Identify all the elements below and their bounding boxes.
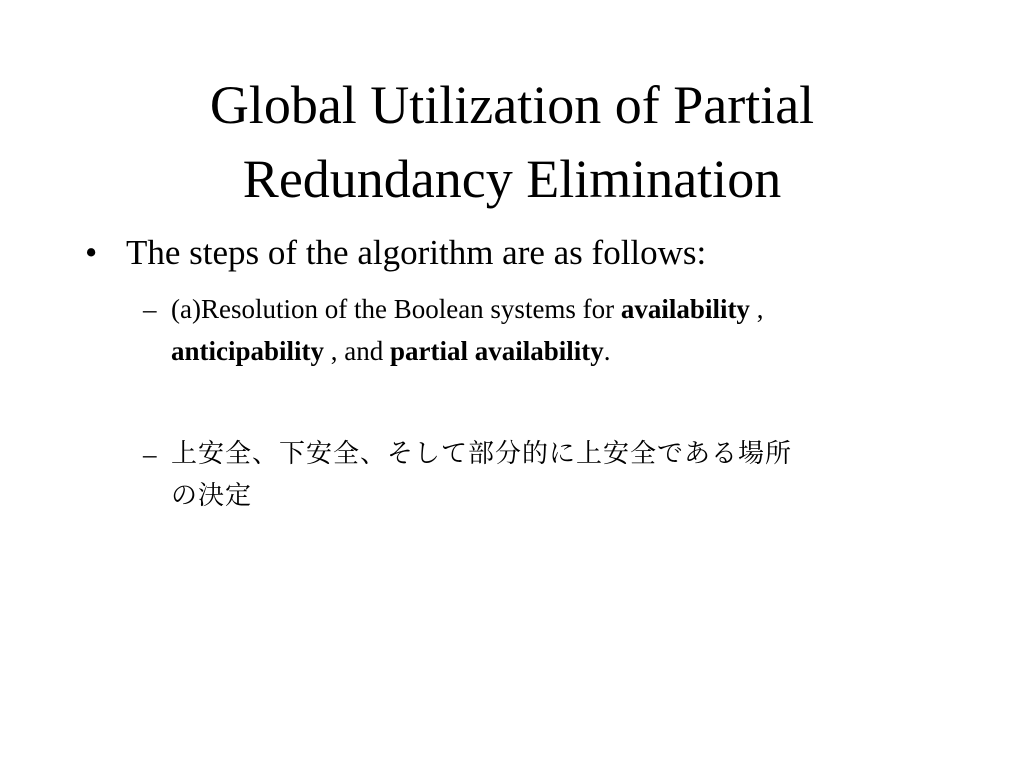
sub-bullet-text	[171, 288, 931, 372]
title-line-1: Global Utilization of Partial	[209, 75, 815, 135]
bullet-marker: •	[85, 233, 98, 272]
term-availability: availability	[620, 294, 750, 324]
bullet-text: The steps of the algorithm are as follows:	[126, 233, 707, 272]
sub-bullet-text-part: ,	[749, 294, 764, 324]
slide-title	[60, 68, 964, 216]
term-partial-availability: partial availability	[390, 336, 604, 366]
term-anticipability: anticipability	[171, 336, 325, 366]
sub-bullet-text-part: (a)Resolution of the Boolean systems for	[171, 294, 621, 324]
sub-bullet-marker: –	[143, 439, 157, 469]
sub-bullet-text-part: , and	[324, 336, 391, 366]
sub-bullet-text-part: .	[603, 336, 611, 366]
japanese-line-1: 上安全、下安全、そして部分的に上安全である場所	[171, 439, 793, 469]
title-line-2: Redundancy Elimination	[242, 149, 782, 209]
sub-bullet-marker: –	[143, 294, 157, 324]
japanese-line-2: の決定	[171, 481, 253, 511]
sub-bullet-text-japanese	[171, 433, 931, 517]
